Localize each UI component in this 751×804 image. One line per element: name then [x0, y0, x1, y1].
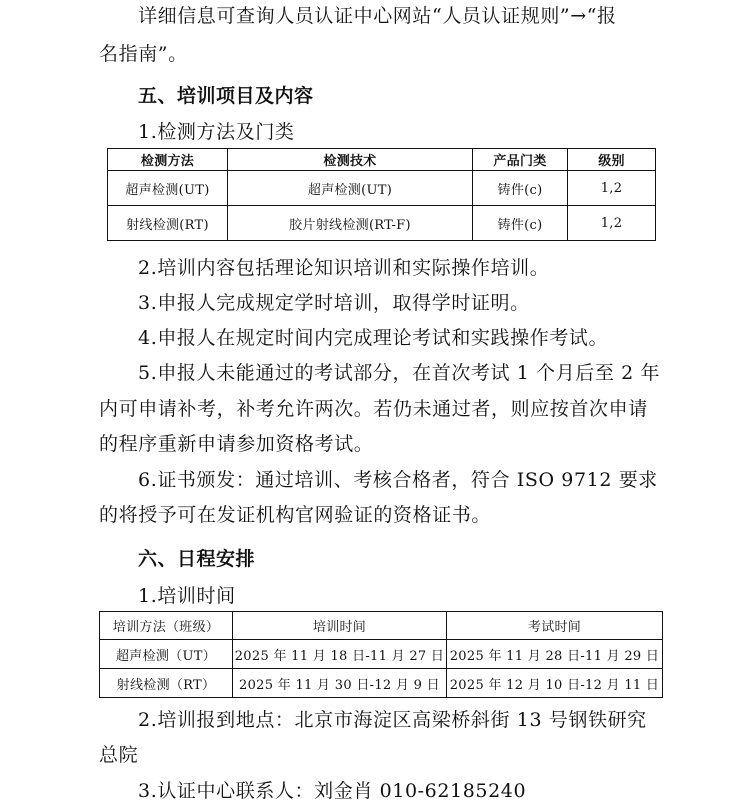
- table-row: [100, 640, 663, 669]
- table-header-row: [100, 612, 663, 640]
- section-6-item-1: 1.培训时间: [138, 585, 236, 607]
- section-5-item-6-line-2: 的将授予可在发证机构官网验证的资格证书。: [99, 504, 492, 526]
- column-header: 培训方法（班级）: [100, 612, 233, 640]
- table-cell: 铸件(c): [473, 206, 568, 241]
- table-cell: 2025 年 12 月 10 日-12 月 11 日: [447, 669, 663, 698]
- schedule-table: [99, 611, 663, 698]
- column-header: 检测技术: [228, 149, 473, 171]
- section-5-item-5-line-3: 的程序重新申请参加资格考试。: [99, 433, 374, 455]
- table-cell: 铸件(c): [473, 171, 568, 206]
- section-5-item-4: 4.申报人在规定时间内完成理论考试和实践操作考试。: [138, 327, 609, 349]
- table-row: [108, 171, 656, 206]
- section-5-item-6-line-1: 6.证书颁发：通过培训、考核合格者，符合 ISO 9712 要求: [138, 469, 658, 491]
- section-6-title: 六、日程安排: [138, 548, 256, 570]
- table-cell: 2025 年 11 月 30 日-12 月 9 日: [233, 669, 447, 698]
- table-cell: 胶片射线检测(RT-F): [228, 206, 473, 241]
- table-header-row: [108, 149, 656, 171]
- section-5-item-1: 1.检测方法及门类: [138, 121, 295, 143]
- table-cell: 超声检测(UT): [228, 171, 473, 206]
- section-5-item-5-line-1: 5.申报人未能通过的考试部分，在首次考试 1 个月后至 2 年: [138, 362, 661, 384]
- column-header: 产品门类: [473, 149, 568, 171]
- table-row: [108, 206, 656, 241]
- table-cell: 1,2: [568, 206, 656, 241]
- table-row: [100, 669, 663, 698]
- table-cell: 2025 年 11 月 18 日-11 月 27 日: [233, 640, 447, 669]
- table-cell: 超声检测（UT）: [100, 640, 233, 669]
- column-header: 级别: [568, 149, 656, 171]
- intro-line-2: 名指南”。: [99, 43, 188, 65]
- intro-line-1: 详细信息可查询人员认证中心网站“人员认证规则”→“报: [138, 5, 617, 27]
- table-cell: 超声检测(UT): [108, 171, 228, 206]
- section-6-item-2-line-1: 2.培训报到地点：北京市海淀区高梁桥斜街 13 号钢铁研究: [138, 709, 647, 731]
- section-6-item-3: 3.认证中心联系人：刘金肖 010-62185240: [138, 780, 527, 802]
- table-cell: 射线检测（RT）: [100, 669, 233, 698]
- section-6-item-2-line-2: 总院: [99, 744, 139, 766]
- table-cell: 2025 年 11 月 28 日-11 月 29 日: [447, 640, 663, 669]
- column-header: 考试时间: [447, 612, 663, 640]
- table-cell: 射线检测(RT): [108, 206, 228, 241]
- section-5-title: 五、培训项目及内容: [138, 85, 314, 107]
- section-5-item-2: 2.培训内容包括理论知识培训和实际操作培训。: [138, 257, 550, 279]
- inspection-methods-table: [107, 148, 656, 241]
- column-header: 培训时间: [233, 612, 447, 640]
- table-cell: 1,2: [568, 171, 656, 206]
- column-header: 检测方法: [108, 149, 228, 171]
- section-5-item-3: 3.申报人完成规定学时培训，取得学时证明。: [138, 292, 530, 314]
- section-5-item-5-line-2: 内可申请补考，补考允许两次。若仍未通过者，则应按首次申请: [99, 398, 648, 420]
